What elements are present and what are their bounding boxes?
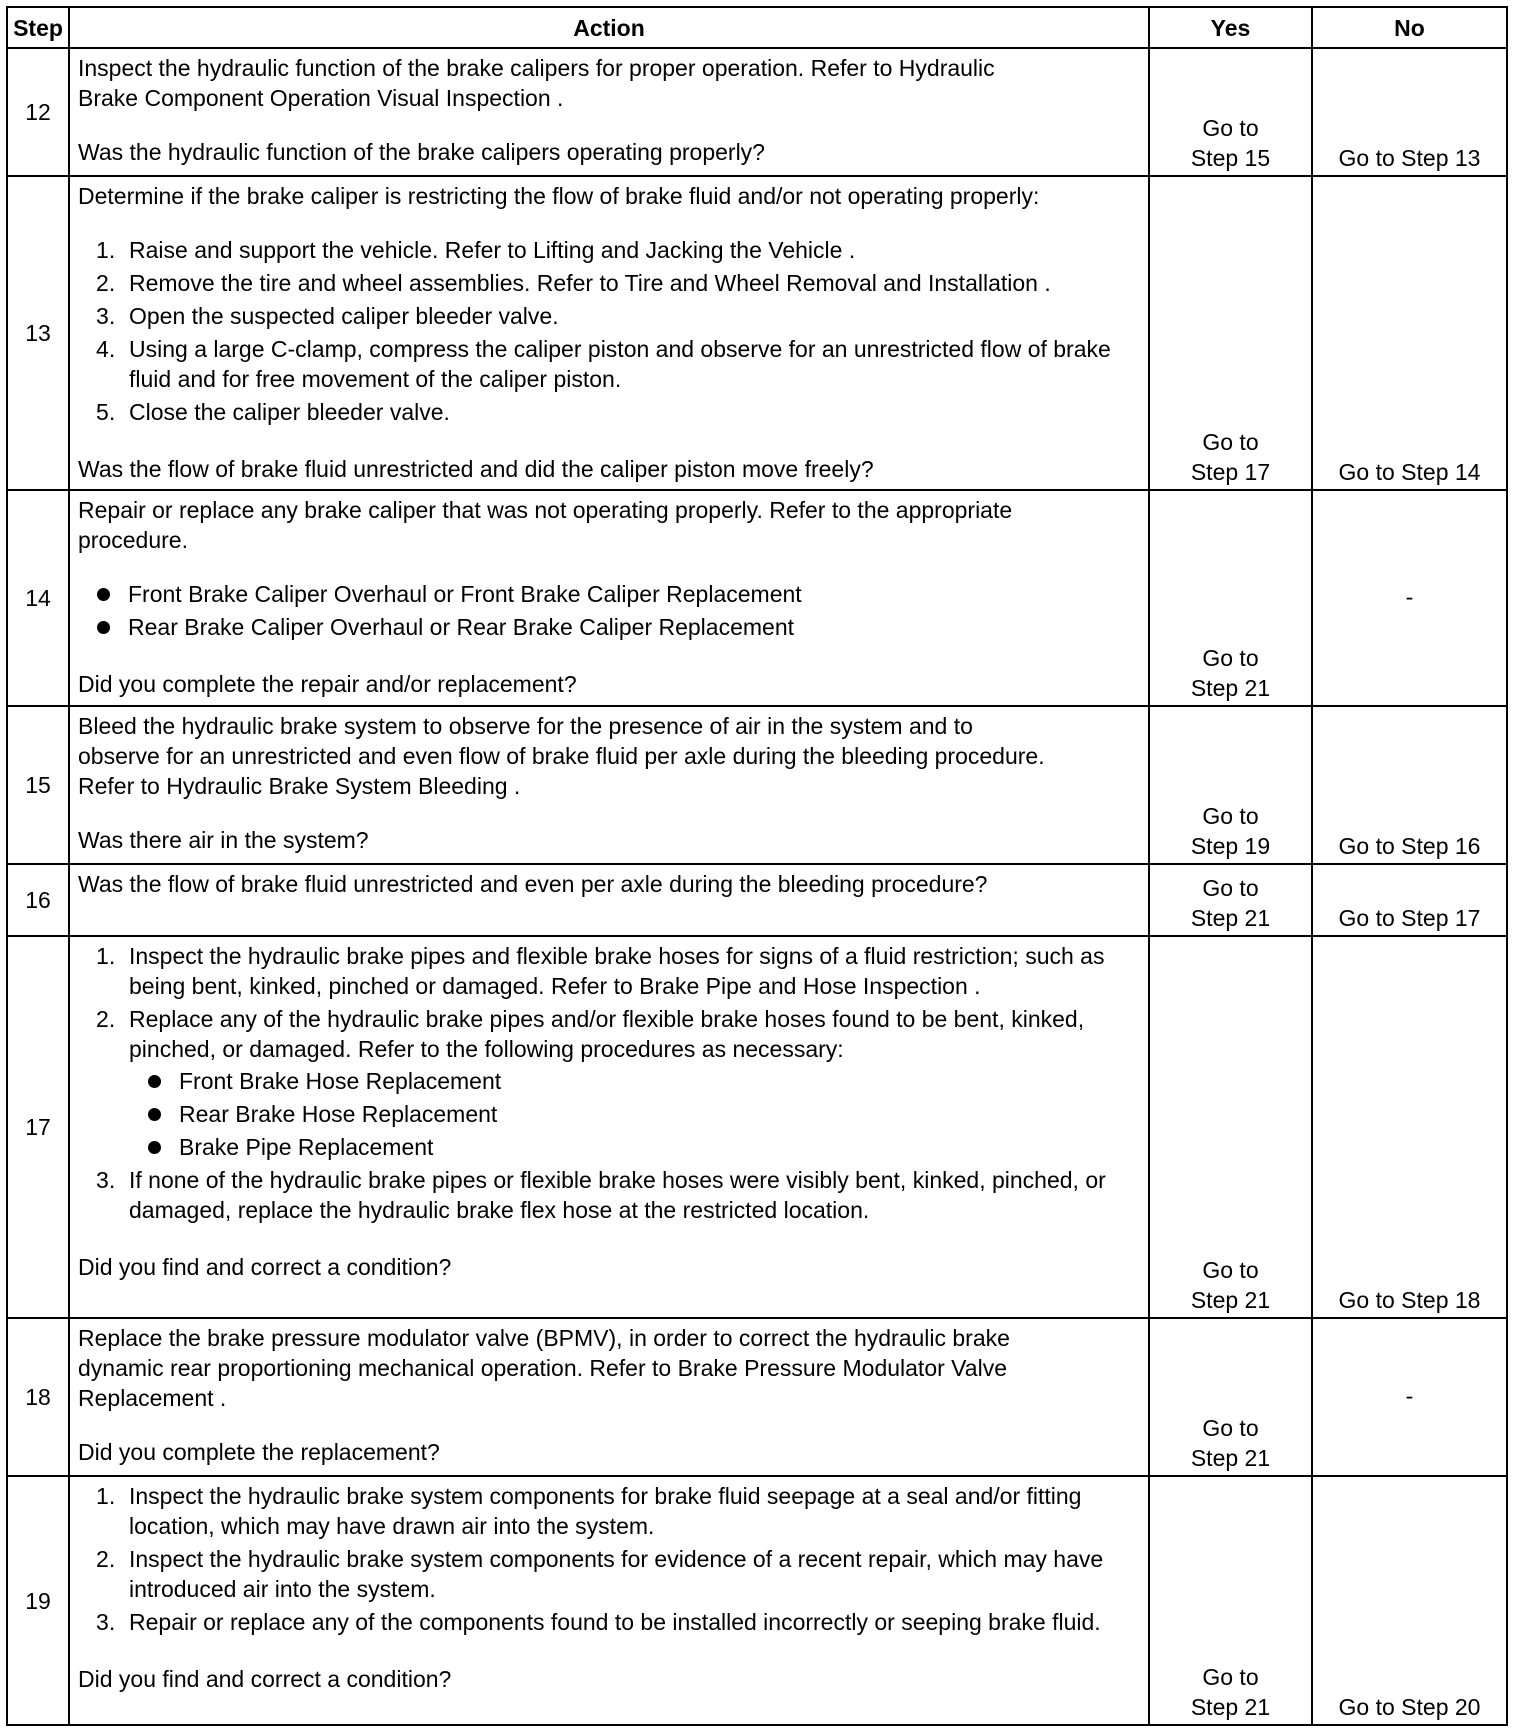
procedure-list bbox=[78, 235, 1140, 427]
bullet-list bbox=[78, 579, 1140, 642]
list-item: 4. Using a large C-clamp, compress the caliper piston and observe for an unrestricted flow of brake fluid and for free movement of the caliper piston. bbox=[128, 334, 1140, 394]
action-cell bbox=[69, 864, 1149, 936]
list-item bbox=[128, 1004, 1140, 1162]
list-item: 1. Inspect the hydraulic brake pipes and flexible brake hoses for signs of a fluid restriction; such as being bent, kinked, pinched or damaged. Refer to Brake Pipe and Hose Inspection . bbox=[128, 941, 1140, 1001]
no-cell bbox=[1312, 490, 1507, 706]
action-question: Was there air in the system? bbox=[78, 827, 369, 853]
yes-link[interactable]: Step 15 bbox=[1190, 145, 1271, 171]
yes-link[interactable]: Step 21 bbox=[1190, 1287, 1271, 1313]
action-cell bbox=[69, 706, 1149, 864]
table-row bbox=[7, 48, 1507, 176]
no-cell bbox=[1312, 1476, 1507, 1725]
no-value: - bbox=[1405, 1383, 1414, 1409]
yes-link[interactable]: Step 21 bbox=[1190, 905, 1271, 931]
yes-link[interactable]: Step 21 bbox=[1190, 675, 1271, 701]
yes-link[interactable]: Step 21 bbox=[1190, 1694, 1271, 1720]
list-item: 2. Inspect the hydraulic brake system components for evidence of a recent repair, which may have introduced air into the system. bbox=[128, 1544, 1140, 1604]
no-cell bbox=[1312, 176, 1507, 490]
diagnostic-table bbox=[6, 6, 1508, 1726]
yes-cell bbox=[1149, 490, 1312, 706]
list-item: Front Brake Hose Replacement bbox=[179, 1066, 1140, 1096]
yes-cell bbox=[1149, 864, 1312, 936]
yes-link[interactable]: Go to bbox=[1202, 1415, 1259, 1441]
header-row bbox=[7, 7, 1507, 48]
list-item: Rear Brake Caliper Overhaul or Rear Brake Caliper Replacement bbox=[128, 612, 1140, 642]
step-number: 13 bbox=[7, 176, 69, 490]
action-cell bbox=[69, 490, 1149, 706]
no-link[interactable]: Go to Step 18 bbox=[1338, 1287, 1481, 1313]
table-row bbox=[7, 176, 1507, 490]
table-row bbox=[7, 706, 1507, 864]
header-step: Step bbox=[7, 7, 69, 48]
list-item-text: Replace any of the hydraulic brake pipes and/or flexible brake hoses found to be bent, kinked, pinched, or damaged. Refer to the following procedures as necessary: bbox=[129, 1006, 1085, 1062]
action-text: Refer to Hydraulic Brake System Bleeding . bbox=[78, 773, 521, 799]
action-text: Replacement . bbox=[78, 1385, 227, 1411]
no-cell bbox=[1312, 48, 1507, 176]
no-link[interactable]: Go to Step 13 bbox=[1338, 145, 1481, 171]
no-cell bbox=[1312, 936, 1507, 1318]
action-cell bbox=[69, 936, 1149, 1318]
list-item: 1. Inspect the hydraulic brake system components for brake fluid seepage at a seal and/or fitting location, which may have drawn air into the system. bbox=[128, 1481, 1140, 1541]
list-item: 3. Open the suspected caliper bleeder valve. bbox=[128, 301, 1140, 331]
no-link[interactable]: Go to Step 14 bbox=[1338, 459, 1481, 485]
list-item: 3. If none of the hydraulic brake pipes or flexible brake hoses were visibly bent, kinked, pinched, or damaged, replace the hydraulic brake flex hose at the restricted location. bbox=[128, 1165, 1140, 1225]
yes-link[interactable]: Step 17 bbox=[1190, 459, 1271, 485]
table-row bbox=[7, 1476, 1507, 1725]
action-question: Did you complete the repair and/or replacement? bbox=[78, 671, 577, 697]
no-link[interactable]: Go to Step 16 bbox=[1338, 833, 1481, 859]
table-row bbox=[7, 1318, 1507, 1476]
table-row bbox=[7, 936, 1507, 1318]
step-number: 14 bbox=[7, 490, 69, 706]
action-question: Was the hydraulic function of the brake calipers operating properly? bbox=[78, 139, 765, 165]
procedure-list bbox=[78, 941, 1140, 1225]
step-number: 19 bbox=[7, 1476, 69, 1725]
yes-link[interactable]: Go to bbox=[1202, 803, 1259, 829]
header-no: No bbox=[1312, 7, 1507, 48]
no-cell bbox=[1312, 864, 1507, 936]
action-question: Was the flow of brake fluid unrestricted and even per axle during the bleeding procedure? bbox=[78, 871, 988, 897]
list-item: 5. Close the caliper bleeder valve. bbox=[128, 397, 1140, 427]
header-yes: Yes bbox=[1149, 7, 1312, 48]
yes-cell bbox=[1149, 1476, 1312, 1725]
yes-cell bbox=[1149, 706, 1312, 864]
yes-link[interactable]: Go to bbox=[1202, 875, 1259, 901]
action-question: Did you find and correct a condition? bbox=[78, 1666, 452, 1692]
action-question: Was the flow of brake fluid unrestricted and did the caliper piston move freely? bbox=[78, 456, 874, 482]
step-number: 16 bbox=[7, 864, 69, 936]
action-text: Repair or replace any brake caliper that was not operating properly. Refer to the appropriate bbox=[78, 497, 1013, 523]
action-text: Inspect the hydraulic function of the brake calipers for proper operation. Refer to Hydraulic bbox=[78, 55, 995, 81]
table-row bbox=[7, 490, 1507, 706]
header-action: Action bbox=[69, 7, 1149, 48]
yes-link[interactable]: Go to bbox=[1202, 1664, 1259, 1690]
list-item: 1. Raise and support the vehicle. Refer to Lifting and Jacking the Vehicle . bbox=[128, 235, 1140, 265]
no-cell bbox=[1312, 1318, 1507, 1476]
yes-link[interactable]: Go to bbox=[1202, 1257, 1259, 1283]
list-item: 2. Remove the tire and wheel assemblies. Refer to Tire and Wheel Removal and Installation . bbox=[128, 268, 1140, 298]
no-link[interactable]: Go to Step 20 bbox=[1338, 1694, 1481, 1720]
action-cell bbox=[69, 1476, 1149, 1725]
list-item: Brake Pipe Replacement bbox=[179, 1132, 1140, 1162]
step-number: 15 bbox=[7, 706, 69, 864]
yes-link[interactable]: Go to bbox=[1202, 429, 1259, 455]
action-question: Did you complete the replacement? bbox=[78, 1439, 440, 1465]
yes-link[interactable]: Go to bbox=[1202, 645, 1259, 671]
step-number: 17 bbox=[7, 936, 69, 1318]
yes-cell bbox=[1149, 936, 1312, 1318]
no-value: - bbox=[1405, 584, 1414, 610]
step-number: 18 bbox=[7, 1318, 69, 1476]
yes-cell bbox=[1149, 48, 1312, 176]
yes-link[interactable]: Step 21 bbox=[1190, 1445, 1271, 1471]
yes-link[interactable]: Step 19 bbox=[1190, 833, 1271, 859]
action-text: Bleed the hydraulic brake system to observe for the presence of air in the system and to bbox=[78, 713, 973, 739]
yes-cell bbox=[1149, 1318, 1312, 1476]
action-cell bbox=[69, 176, 1149, 490]
action-cell bbox=[69, 1318, 1149, 1476]
procedure-list bbox=[78, 1481, 1140, 1637]
list-item: Front Brake Caliper Overhaul or Front Brake Caliper Replacement bbox=[128, 579, 1140, 609]
action-text: Brake Component Operation Visual Inspection . bbox=[78, 85, 564, 111]
yes-link[interactable]: Go to bbox=[1202, 115, 1259, 141]
sub-bullet-list bbox=[129, 1066, 1140, 1162]
action-cell bbox=[69, 48, 1149, 176]
list-item: 3. Repair or replace any of the components found to be installed incorrectly or seeping brake fluid. bbox=[128, 1607, 1140, 1637]
no-link[interactable]: Go to Step 17 bbox=[1338, 905, 1481, 931]
action-text: Determine if the brake caliper is restricting the flow of brake fluid and/or not operating properly: bbox=[78, 183, 1040, 209]
action-text: procedure. bbox=[78, 527, 188, 553]
action-text: Replace the brake pressure modulator valve (BPMV), in order to correct the hydraulic brake bbox=[78, 1325, 1010, 1351]
list-item: Rear Brake Hose Replacement bbox=[179, 1099, 1140, 1129]
no-cell bbox=[1312, 706, 1507, 864]
table-row bbox=[7, 864, 1507, 936]
yes-cell bbox=[1149, 176, 1312, 490]
step-number: 12 bbox=[7, 48, 69, 176]
action-question: Did you find and correct a condition? bbox=[78, 1254, 452, 1280]
action-text: observe for an unrestricted and even flow of brake fluid per axle during the bleeding procedure. bbox=[78, 743, 1045, 769]
action-text: dynamic rear proportioning mechanical operation. Refer to Brake Pressure Modulator Valve bbox=[78, 1355, 1007, 1381]
